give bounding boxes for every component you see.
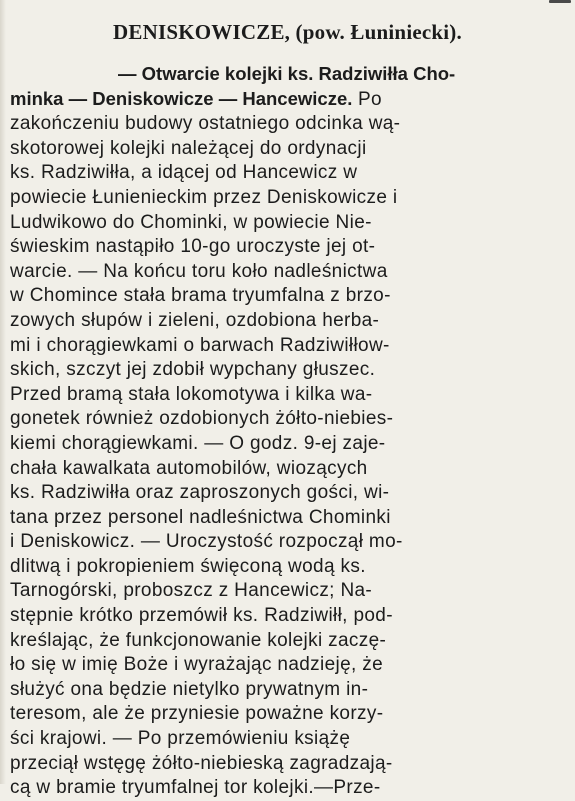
article-line bbox=[10, 283, 567, 308]
article-lead-text: minka — Deniskowicze — Hancewicze. bbox=[10, 87, 353, 109]
article-line-text: służyć ona będzie nietylko prywatnym in- bbox=[10, 678, 369, 700]
article-heading: DENISKOWICZE, (pow. Łuniniecki). bbox=[113, 20, 462, 44]
article-line bbox=[10, 406, 567, 431]
corner-print-mark bbox=[549, 0, 571, 3]
article-line bbox=[10, 480, 567, 505]
article-line-text: dlitwą i pokropieniem święconą wodą ks. bbox=[10, 555, 366, 577]
article-line-text: zowych słupów i zieleni, ozdobiona herba- bbox=[10, 309, 380, 331]
article-line-text: zakończeniu budowy ostatniego odcinka wą- bbox=[10, 113, 401, 135]
article-line-text: ści krajowi. — Po przemówieniu książę bbox=[10, 728, 351, 750]
article-line-text: stępnie krótko przemówił ks. Radziwiłł, pod- bbox=[10, 605, 393, 627]
article-line bbox=[10, 554, 567, 579]
article-line bbox=[10, 775, 567, 800]
article-line-text: skich, szczyt jej zdobił wypchany głuszec. bbox=[10, 359, 376, 381]
article-line-text: Ludwikowo do Chominki, w powiecie Nie- bbox=[10, 211, 372, 233]
article-line-text: i Deniskowicz. — Uroczystość rozpoczął mo- bbox=[10, 531, 403, 553]
article-line bbox=[10, 529, 567, 554]
article-line bbox=[10, 136, 567, 161]
article-line-text: kiemi chorągiewkami. — O godz. 9-ej zaje- bbox=[10, 432, 386, 454]
article-line bbox=[10, 234, 567, 259]
article-line bbox=[10, 456, 567, 481]
article-line bbox=[10, 259, 567, 284]
article-line-text: warcie. — Na końcu toru koło nadleśnictwa bbox=[10, 260, 388, 282]
article-line bbox=[10, 357, 567, 382]
article-line bbox=[10, 677, 567, 702]
article-line bbox=[10, 210, 567, 235]
article-line-text: w Chomince stała brama tryumfalna z brzo- bbox=[10, 285, 391, 307]
article-line bbox=[10, 111, 567, 136]
article-line-text: Po bbox=[352, 88, 382, 110]
article-line bbox=[10, 62, 567, 87]
article-line-text: powiecie Łunienieckim przez Deniskowicze i bbox=[10, 186, 398, 208]
article-line-text: Przed bramą stała lokomotywa i kilka wa- bbox=[10, 383, 373, 405]
article-line-text: gonetek również ozdobionych żółto-niebies- bbox=[10, 408, 394, 430]
article-line-text: kreślając, że funkcjonowanie kolejki zaczę- bbox=[10, 629, 387, 651]
article-line-text: mi i chorągiewkami o barwach Radziwiłłow- bbox=[10, 334, 390, 356]
article-line bbox=[10, 160, 567, 185]
article-line bbox=[10, 431, 567, 456]
article-line bbox=[10, 628, 567, 653]
article-line bbox=[10, 652, 567, 677]
article-line-text: cą w bramie tryumfalnej tor kolejki.—Prze- bbox=[10, 777, 381, 799]
article-line-text: świeskim nastąpiło 10-go uroczyste jej ot- bbox=[10, 236, 376, 258]
article-line-text: przeciął wstęgę żółto-niebieską zagradzają- bbox=[10, 752, 393, 774]
article-line bbox=[10, 185, 567, 210]
article-line bbox=[10, 578, 567, 603]
article-lead-text: — Otwarcie kolejki ks. Radziwiłła Cho- bbox=[118, 63, 456, 84]
article-line-text: Tarnogórski, proboszcz z Hancewicz; Na- bbox=[10, 580, 373, 602]
article-line-text: skotorowej kolejki należącej do ordynacji bbox=[10, 137, 367, 159]
article-line bbox=[10, 505, 567, 530]
article-line bbox=[10, 751, 567, 776]
article-line bbox=[10, 603, 567, 628]
article-line-text: ks. Radziwiłła, a idącej od Hancewicz w bbox=[10, 162, 358, 184]
article-line bbox=[10, 87, 567, 112]
article-line bbox=[10, 308, 567, 333]
article-line bbox=[10, 701, 567, 726]
article-line bbox=[10, 333, 567, 358]
article-line bbox=[10, 726, 567, 751]
article-line-text: teresom, ale że przyniesie poważne korzy- bbox=[10, 703, 384, 725]
article-body bbox=[10, 62, 567, 800]
page-edge-shadow bbox=[0, 0, 6, 784]
article-line-text: ło się w imię Boże i wyrażając nadzieję, że bbox=[10, 654, 384, 676]
article-line-text: chała kawalkata automobilów, wiozących bbox=[10, 457, 368, 479]
article-line-text: ks. Radziwiłła oraz zaproszonych gości, wi- bbox=[10, 482, 390, 504]
article-line-text: tana przez personel nadleśnictwa Chominki bbox=[10, 506, 391, 528]
article-line bbox=[10, 382, 567, 407]
